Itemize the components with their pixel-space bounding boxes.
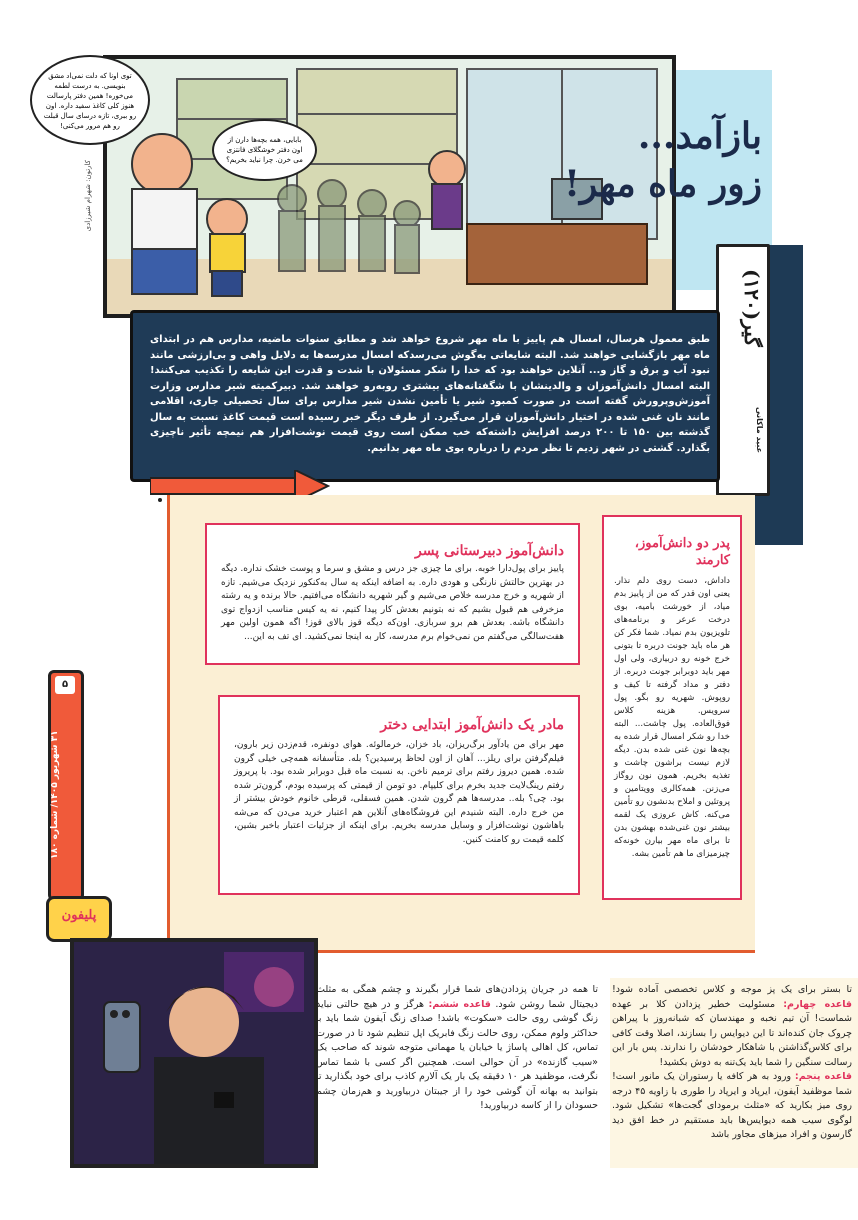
magazine-logo: پلیفون [46, 896, 112, 942]
card-body: داداش، دست روی دلم نذار. یعنی اون قدر که من از پاییز بدم میاد، از خورشت بامیه، بوی درخت عرعر و برنامه‌های تلویزیون بدم نمیاد. شما فکر کن هر ماه باید جونت دربره تا بتونی خرج خونه رو دربیاری، ولی اول مهر باید دوبرابر جونت دربره. از دفتر و مداد گرفته تا کیف و روپوش. شهریه رو بگو. پول سرویس. هزینه کلاس فوق‌العاده. پول چاشت... البته خدا رو شکر امسال قرار شده به بچه‌ها نون غنی شده بدن. دیگه لازم نیست براشون چاشت و تغذیه بخریم. همون نون روگاز می‌زنن. همه‌کالری وویتامین و پروتئین و املاح بدنشون رو تأمین می‌کنه. کاش عروزی یک لقمه بیشتر نون غنی‌شده بهشون بدن تا برای ماه مهر بیارن خونه‌که چیزمیزای ما هم تأمین بشه. [614, 576, 730, 859]
intro-text: طبق معمول هرسال، امسال هم پاییز با ماه مهر شروع خواهد شد و مطابق سنوات ماضیه، مدارس هم در ابتدای ماه مهر بازگشایی خواهند شد. البته شایعاتی به‌گوش می‌رسدکه امسال مدرسه‌ها به دلایل واهی و بی‌ارزشی مانند نبود آب و برق و گاز و... آنلاین خواهند بود که خدا را شکر مسئولان با شدت و قدرت این شایعه را تکذیب می‌کنند! البته امسال دانش‌آموزان و والدینشان با شگفتانه‌های بیشتری روبه‌رو خواهند شد. دبیرکمیته شیر مدارس وزارت آموزش‌وپرورش گفته است در صورت کمبود شیر یا تأمین نشدن شیر مدارس برای سال تحصیلی جاری، اقلامی مانند نان غنی شده در اختیار دانش‌آموزان قرار می‌گیرد. از طرف دیگر خبر رسیده است قیمت کاغذ نسبت به سال گذشته بین ۱۵۰ تا ۲۰۰ درصد افزایش داشته‌که خب ممکن است روی قیمت نوشت‌افزار هم نیمچه تأثیر ناچیزی بگذارد. گشتی در شهر زدیم تا نظر مردم را درباره بوی ماه مهر بدانیم. [150, 334, 710, 454]
selfie-person-illustration [74, 942, 314, 1164]
card-body: پاییز برای پول‌دارا خوبه. برای ما چیزی جز درس و مشق و سرما و پوست خشک نداره. دیگه در بهترین حالتش نارنگی و هودی داره. به اضافه اینکه یه سال به‌کنکور نزدیک می‌شیم. تازه از شهریه و خرج مدرسه خلاص می‌شیم و گیر شهریه دانشگاه می‌افتیم. حالا برنده و یه رشته مزخرفی هم قبول بشیم که نه بتونیم بعدش کار پیدا کنیم، نه یه کیس مناسب ازدواج توی دانشگاه باشه. بعدش هم برو سربازی. اون‌که دیگه قوز بالای قوز! اگه همون اولین مهر هفت‌سالگی می‌گفتم من نمی‌خوام برم مدرسه، کار به اینجا نمی‌کشید. ای تف به این... [221, 564, 564, 642]
issue-date: ۳۱ شهریور ۱۴۰۵/ شماره ۱۸۰ [50, 730, 60, 860]
speech-bubble-father: توی اونا که دلت نمی‌اد مشق بنویسی. به درست لطمه می‌خوره! همین دفتر پارسالت هنوز کلی کاغذ سفید داره. اون رو ببری، تازه درسای سال قبلت رو هم مرور می‌کنی! [30, 55, 150, 145]
card-mother [218, 695, 580, 895]
rule-4-text: مسئولیت خطیر پزدادن کلا بر عهده شماست! آن تیم نخبه و مهندسان که شبانه‌روز با پیراهن چروک جان کنده‌اند تا این دیوایس را بسازند، اصلا وقت کافی برای کلاس‌گذاشتن با شاهکار خودشان را ندارند. پس بار این رسالت سنگین را شما باید یک‌تنه به دوش بکشید! [612, 998, 852, 1068]
cartoon-credit: کارتون: شهرام شیرزادی [84, 160, 92, 232]
rule-5-text: ورود به هر کافه یا رستوران یک مانور است! شما موظفید آیفون، ایرپاد و ایرپاد را طوری با زاویه ۴۵ درجه روی میز بکارید که «مثلث برمودای گجت‌ها» تشکیل شود. لوگوی سیب همه دیوایس‌ها باید مستقیم در خط افق دید گارسون و افراد میزهای مجاور باشد [612, 1071, 852, 1140]
card-high-school-boy [205, 523, 580, 665]
page-title-line-1: بازآمد... [637, 115, 762, 157]
page-number: ۵ [55, 676, 75, 694]
speech-bubble-child: بابایی، همه بچه‌ها دارن از اون دفتر خوشگلای فانتزی می خرن. چرا نباید بخریم؟ [212, 119, 317, 181]
card-body: مهر برای من یادآور برگ‌ریزان، باد خزان، خرمالوئه. هوای دونفره، قدم‌زدن زیر بارون، فیلم‌گرفتن برای ریلز... آهان از اون لحاظ پرسیدین؟ بله. متأسفانه همه‌چی خیلی گرون شده. همین دیروز رفتم برای ترمیم ناخن. به نسبت ماه قبل دوبرابر شده بود. با پریروز رفتم رینگ‌لایت جدید بخرم برای کلیپام. دو تومن از قیمتی که پرسیده بودم، گرون‌تر شده بود. چی؟ بله.. مدرسه‌ها هم گرون شدن. همین فسقلی، قرطی خانوم خودش بیشتر از من خرج داره. البته شنیدم این فروشگاه‌های آنلاین هم اعتبار خرید می‌دن که می‌شه باهاشون نوشت‌افزار و وسایل مدرسه بخریم. برای اینکه از جزئیات اعتبار باخبر بشین، کلمه قیمت رو کامنت کنین. [234, 740, 564, 845]
series-author: عبید ماکانی [755, 406, 764, 454]
column-text: تا بستر برای یک پز موجه و کلاس تخصصی آماده شود! [612, 984, 852, 995]
card-title: دانش‌آموز دبیرستانی پسر [415, 543, 564, 559]
card-father-employee [602, 515, 742, 900]
column-text: تا همه در جریان پزدادن‌های شما قرار بگیرند و چشم همگی به مثلث دیجیتال شما روشن شود. [316, 984, 598, 1010]
bottom-column-middle [316, 983, 598, 1114]
rule-6-label: قاعده ششم: [428, 998, 491, 1010]
page-title-line-2: زور ماه مهر! [564, 163, 762, 205]
card-title: پدر دو دانش‌آموز، کارمند [634, 536, 730, 568]
rule-5-label: قاعده پنجم: [794, 1071, 852, 1082]
selfie-illustration [70, 938, 318, 1168]
card-title: مادر یک دانش‌آموز ابتدایی دختر [380, 717, 564, 733]
page-title [552, 112, 762, 208]
rule-4-label: قاعده چهارم: [783, 998, 852, 1010]
series-title: گیر‌(۱۲۰) [740, 269, 764, 347]
bottom-column-right [612, 983, 852, 1143]
rule-6-text: هرگز و در هیچ حالتی نباید زنگ گوشی روی حالت «سکوت» باشد! صدای زنگ آیفون شما باید با حداکثر ولوم ممکن، روی حالت زنگ فابریک اپل تنظیم شود تا در صورت تماس، کل اهالی پاساژ یا خیابان یا مهمانی متوجه شوند که صاحب یک «سیب گازنده» در آن حوالی است. همچنین اگر کسی با شما تماس نگرفت، موظفید هر ۱۰ دقیقه یک بار یک آلارم کاذب برای خود بگذارید تا بتوانید به بهانه آن گوشی خود را از جیبتان دربیاورید و هم‌زمان چشم حسودان را از کاسه دربیاورید! [316, 998, 598, 1111]
